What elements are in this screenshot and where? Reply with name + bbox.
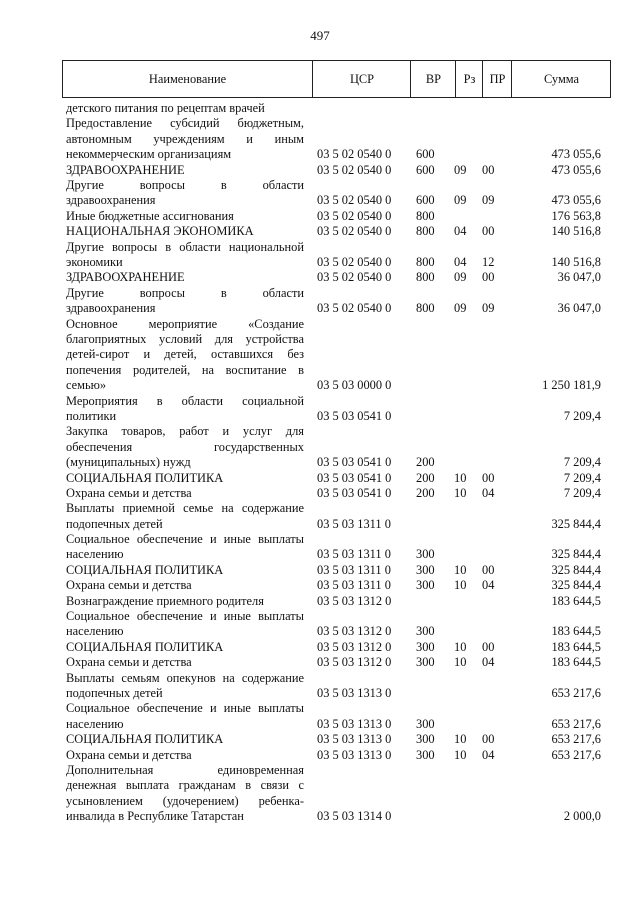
row-sum: 183 644,5	[551, 593, 601, 608]
row-csr: 03 5 02 0540 0	[317, 301, 392, 316]
row-vr: 300	[416, 547, 435, 562]
row-vr: 800	[416, 208, 435, 223]
row-rz: 09	[454, 270, 467, 285]
table-row	[0, 101, 640, 116]
row-pr: 09	[482, 301, 495, 316]
row-name-line: Охрана семьи и детства	[66, 578, 192, 593]
row-name	[66, 317, 304, 394]
table-row	[0, 701, 640, 732]
row-sum: 325 844,4	[551, 578, 601, 593]
row-csr: 03 5 03 1311 0	[317, 562, 391, 577]
row-csr: 03 5 02 0540 0	[317, 224, 392, 239]
row-rz: 09	[454, 162, 467, 177]
row-pr: 00	[482, 639, 495, 654]
table-row	[0, 317, 640, 394]
row-name-line: детского питания по рецептам врачей	[66, 101, 265, 115]
table-row	[0, 394, 640, 425]
header-csr: ЦСР	[312, 61, 411, 97]
row-vr: 200	[416, 485, 435, 500]
row-csr: 03 5 02 0540 0	[317, 162, 392, 177]
row-name	[66, 655, 304, 670]
row-name	[66, 486, 304, 501]
row-csr: 03 5 03 1312 0	[317, 655, 392, 670]
row-name-line: Основное мероприятие «Создание	[66, 316, 304, 331]
row-name-line: Выплаты семьям опекунов на содержание	[66, 670, 304, 685]
row-sum: 653 217,6	[551, 716, 601, 731]
row-name-line: Социальное обеспечение и иные выплаты	[66, 532, 304, 547]
row-name-line: СОЦИАЛЬНАЯ ПОЛИТИКА	[66, 562, 224, 577]
row-pr: 00	[482, 270, 495, 285]
row-csr: 03 5 03 1313 0	[317, 716, 392, 731]
row-name-line: автономным учреждениям и иным	[66, 131, 304, 146]
row-rz: 10	[454, 655, 467, 670]
row-csr: 03 5 03 1311 0	[317, 578, 391, 593]
table-row	[0, 286, 640, 317]
row-sum: 325 844,4	[551, 516, 601, 531]
row-pr: 04	[482, 578, 495, 593]
row-name	[66, 609, 304, 640]
row-name-line: обеспечения государственных	[66, 439, 304, 454]
row-csr: 03 5 03 1312 0	[317, 639, 392, 654]
row-name	[66, 594, 304, 609]
header-name: Наименование	[148, 71, 227, 86]
row-sum: 325 844,4	[551, 547, 601, 562]
row-pr: 04	[482, 485, 495, 500]
row-name-line: Дополнительная единовременная	[66, 763, 304, 778]
row-name	[66, 732, 304, 747]
row-pr: 12	[482, 254, 495, 269]
row-rz: 10	[454, 485, 467, 500]
row-rz: 09	[454, 301, 467, 316]
row-vr: 200	[416, 470, 435, 485]
row-name-line: Выплаты приемной семье на содержание	[66, 501, 304, 516]
table-row	[0, 763, 640, 825]
table-row	[0, 178, 640, 209]
row-name	[66, 501, 304, 532]
row-sum: 473 055,6	[551, 147, 601, 162]
row-name-line: инвалида в Республике Татарстан	[66, 809, 244, 824]
row-name	[66, 224, 304, 239]
table-row	[0, 655, 640, 670]
table-row	[0, 609, 640, 640]
row-vr: 200	[416, 455, 435, 470]
row-vr: 600	[416, 193, 435, 208]
row-rz: 04	[454, 254, 467, 269]
row-name-line: Охрана семьи и детства	[66, 655, 192, 670]
row-sum: 473 055,6	[551, 162, 601, 177]
table-row	[0, 748, 640, 763]
row-name-line: детей-сирот и детей, оставшихся без	[66, 347, 304, 362]
row-sum: 7 209,4	[563, 470, 601, 485]
table-row	[0, 671, 640, 702]
row-rz: 04	[454, 224, 467, 239]
table-body	[0, 101, 640, 825]
header-vr: ВР	[410, 61, 456, 97]
row-name	[66, 424, 304, 470]
row-sum: 7 209,4	[563, 455, 601, 470]
table-row	[0, 594, 640, 609]
row-csr: 03 5 02 0540 0	[317, 147, 392, 162]
row-name-line: Социальное обеспечение и иные выплаты	[66, 701, 304, 716]
row-name-line: попечения родителей, на воспитание в	[66, 362, 304, 377]
row-name-line: Другие вопросы в области национальной	[66, 239, 304, 254]
row-csr: 03 5 02 0540 0	[317, 208, 392, 223]
table-row	[0, 424, 640, 470]
row-name-line: здравоохранения	[66, 301, 156, 316]
row-vr: 600	[416, 162, 435, 177]
table-row	[0, 116, 640, 162]
row-rz: 10	[454, 639, 467, 654]
table-row	[0, 240, 640, 271]
row-name-line: экономики	[66, 254, 123, 269]
row-sum: 7 209,4	[563, 485, 601, 500]
table-row	[0, 532, 640, 563]
row-name	[66, 178, 304, 209]
row-sum: 176 563,8	[551, 208, 601, 223]
row-vr: 300	[416, 716, 435, 731]
row-sum: 183 644,5	[551, 639, 601, 654]
row-name	[66, 471, 304, 486]
table-row	[0, 224, 640, 239]
row-pr: 00	[482, 562, 495, 577]
row-sum: 473 055,6	[551, 193, 601, 208]
row-name-line: ЗДРАВООХРАНЕНИЕ	[66, 162, 185, 177]
row-name-line: Предоставление субсидий бюджетным,	[66, 116, 304, 131]
row-name-line: населению	[66, 547, 124, 562]
row-name-line: Мероприятия в области социальной	[66, 393, 304, 408]
row-rz: 10	[454, 747, 467, 762]
row-pr: 00	[482, 470, 495, 485]
row-name	[66, 116, 304, 162]
row-name-line: Другие вопросы в области	[66, 177, 304, 192]
row-pr: 00	[482, 162, 495, 177]
row-name	[66, 101, 304, 116]
row-sum: 140 516,8	[551, 224, 601, 239]
header-sum: Сумма	[511, 61, 611, 97]
row-name-line: Закупка товаров, работ и услуг для	[66, 424, 304, 439]
row-name-line: Иные бюджетные ассигнования	[66, 208, 234, 223]
row-csr: 03 5 02 0540 0	[317, 254, 392, 269]
row-csr: 03 5 03 1313 0	[317, 747, 392, 762]
row-name-line: некоммерческим организациям	[66, 147, 232, 162]
row-name-line: денежная выплата гражданам в связи с	[66, 778, 304, 793]
row-sum: 653 217,6	[551, 747, 601, 762]
row-name	[66, 563, 304, 578]
row-name-line: здравоохранения	[66, 193, 156, 208]
row-pr: 04	[482, 655, 495, 670]
row-sum: 36 047,0	[557, 301, 601, 316]
table-row	[0, 563, 640, 578]
table-row	[0, 732, 640, 747]
row-name	[66, 578, 304, 593]
row-rz: 10	[454, 470, 467, 485]
row-sum: 7 209,4	[563, 408, 601, 423]
table-row	[0, 501, 640, 532]
table-row	[0, 486, 640, 501]
row-sum: 325 844,4	[551, 562, 601, 577]
row-vr: 300	[416, 655, 435, 670]
row-name-line: семью»	[66, 378, 107, 393]
row-vr: 800	[416, 301, 435, 316]
row-name	[66, 748, 304, 763]
row-name-line: Вознаграждение приемного родителя	[66, 593, 264, 608]
header-pr: ПР	[482, 61, 512, 97]
table-row	[0, 471, 640, 486]
row-sum: 2 000,0	[563, 809, 601, 824]
row-vr: 300	[416, 639, 435, 654]
table-row	[0, 640, 640, 655]
row-sum: 36 047,0	[557, 270, 601, 285]
row-name-line: Охрана семьи и детства	[66, 747, 192, 762]
table-header	[62, 60, 611, 98]
row-name-line: (муниципальных) нужд	[66, 455, 191, 470]
table-row	[0, 209, 640, 224]
row-name	[66, 701, 304, 732]
row-name-line: населению	[66, 716, 124, 731]
row-vr: 300	[416, 624, 435, 639]
row-csr: 03 5 03 1313 0	[317, 686, 392, 701]
row-name	[66, 763, 304, 825]
row-name-line: СОЦИАЛЬНАЯ ПОЛИТИКА	[66, 639, 224, 654]
row-name	[66, 240, 304, 271]
row-name	[66, 270, 304, 285]
header-rz: Рз	[455, 61, 483, 97]
row-name-line: ЗДРАВООХРАНЕНИЕ	[66, 270, 185, 285]
row-name-line: подопечных детей	[66, 516, 163, 531]
row-rz: 09	[454, 193, 467, 208]
row-csr: 03 5 03 1314 0	[317, 809, 392, 824]
row-csr: 03 5 03 1313 0	[317, 732, 392, 747]
table-row	[0, 578, 640, 593]
row-vr: 300	[416, 732, 435, 747]
row-name-line: НАЦИОНАЛЬНАЯ ЭКОНОМИКА	[66, 224, 254, 239]
row-csr: 03 5 03 0541 0	[317, 485, 392, 500]
row-name	[66, 394, 304, 425]
row-csr: 03 5 03 0541 0	[317, 408, 392, 423]
row-pr: 00	[482, 732, 495, 747]
row-sum: 183 644,5	[551, 624, 601, 639]
row-vr: 800	[416, 254, 435, 269]
row-csr: 03 5 03 1312 0	[317, 593, 392, 608]
row-vr: 800	[416, 270, 435, 285]
row-name-line: благоприятных условий для устройства	[66, 331, 304, 346]
row-name-line: населению	[66, 624, 124, 639]
row-name-line: Охрана семьи и детства	[66, 485, 192, 500]
row-rz: 10	[454, 578, 467, 593]
row-name	[66, 532, 304, 563]
row-name-line: СОЦИАЛЬНАЯ ПОЛИТИКА	[66, 732, 224, 747]
row-name-line: СОЦИАЛЬНАЯ ПОЛИТИКА	[66, 470, 224, 485]
row-pr: 00	[482, 224, 495, 239]
row-name-line: Социальное обеспечение и иные выплаты	[66, 609, 304, 624]
row-sum: 653 217,6	[551, 732, 601, 747]
row-vr: 300	[416, 747, 435, 762]
row-pr: 09	[482, 193, 495, 208]
row-csr: 03 5 03 0541 0	[317, 470, 392, 485]
row-sum: 183 644,5	[551, 655, 601, 670]
row-rz: 10	[454, 732, 467, 747]
row-csr: 03 5 02 0540 0	[317, 270, 392, 285]
row-name	[66, 286, 304, 317]
row-vr: 300	[416, 562, 435, 577]
row-name	[66, 640, 304, 655]
table-row	[0, 163, 640, 178]
table-row	[0, 270, 640, 285]
row-vr: 600	[416, 147, 435, 162]
row-sum: 1 250 181,9	[542, 378, 601, 393]
row-name	[66, 163, 304, 178]
row-name-line: Другие вопросы в области	[66, 285, 304, 300]
row-name-line: политики	[66, 408, 117, 423]
row-sum: 140 516,8	[551, 254, 601, 269]
row-csr: 03 5 03 1312 0	[317, 624, 392, 639]
row-csr: 03 5 03 1311 0	[317, 516, 391, 531]
row-csr: 03 5 03 0000 0	[317, 378, 392, 393]
row-csr: 03 5 03 0541 0	[317, 455, 392, 470]
row-name-line: усыновлением (удочерением) ребенка-	[66, 793, 304, 808]
row-name	[66, 209, 304, 224]
row-csr: 03 5 02 0540 0	[317, 193, 392, 208]
row-pr: 04	[482, 747, 495, 762]
row-csr: 03 5 03 1311 0	[317, 547, 391, 562]
row-name-line: подопечных детей	[66, 686, 163, 701]
row-sum: 653 217,6	[551, 686, 601, 701]
row-rz: 10	[454, 562, 467, 577]
row-vr: 300	[416, 578, 435, 593]
row-vr: 800	[416, 224, 435, 239]
page-number: 497	[310, 28, 330, 43]
row-name	[66, 671, 304, 702]
